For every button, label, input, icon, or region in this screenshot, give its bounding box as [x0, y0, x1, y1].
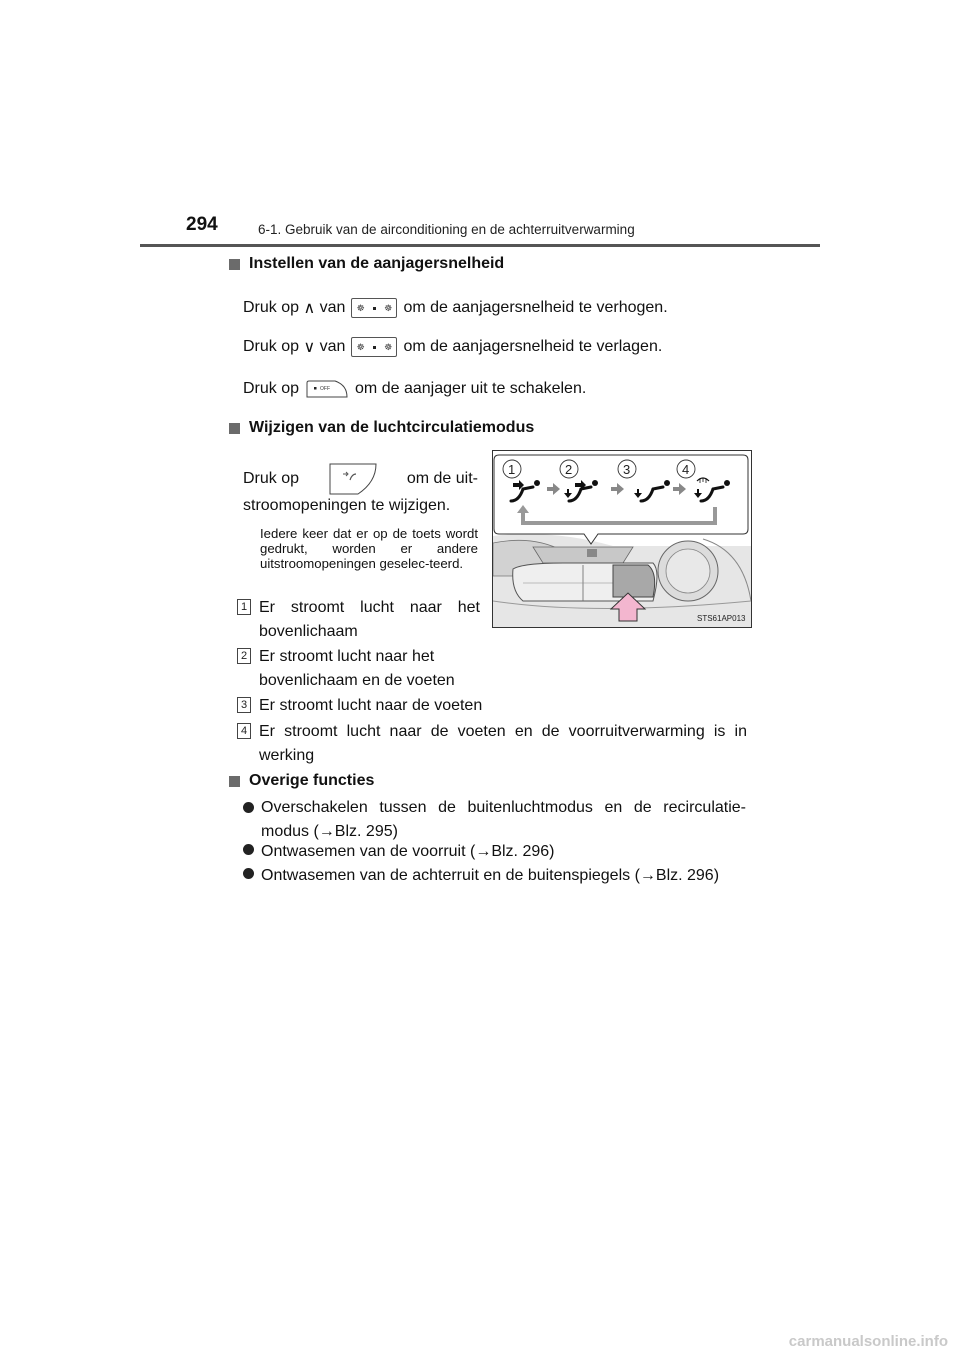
number-2-icon: 2 — [237, 648, 251, 664]
number-3-icon: 3 — [237, 697, 251, 713]
list-item: 4 Er stroomt lucht naar de voeten en de voorruitverwarming is in werking — [237, 720, 747, 768]
fan-speed-button-icon: ☸ ☸ — [351, 298, 397, 318]
number-1-icon: 1 — [237, 599, 251, 615]
list-item: 2 Er stroomt lucht naar het bovenlichaam en de voeten — [237, 645, 480, 693]
airflow-mode-figure — [492, 450, 752, 628]
bullet-dot-icon — [243, 802, 254, 813]
list-item: 1 Er stroomt lucht naar het bovenlichaam — [237, 596, 480, 644]
mode-line-2: stroomopeningen te wijzigen. — [243, 497, 451, 514]
svg-text:1: 1 — [508, 462, 516, 477]
figure-code: STS61AP013 — [697, 614, 746, 623]
mode-note: Iedere keer dat er op de toets wordt gedrukt, worden er andere uitstroomopeningen geselec-teerd. — [260, 526, 478, 571]
section-title: 6-1. Gebruik van de airconditioning en de achterruitverwarming — [258, 222, 635, 237]
fan-decrease-line: Druk op ∨ van ☸ ☸ om de aanjagersnelheid te verlagen. — [243, 338, 663, 356]
number-4-icon: 4 — [237, 723, 251, 739]
square-bullet-icon — [229, 259, 240, 270]
up-arrow-symbol: ∧ — [303, 300, 316, 317]
off-button-icon — [305, 379, 349, 399]
svg-text:2: 2 — [565, 462, 573, 477]
list-item: Overschakelen tussen de buitenluchtmodus en de recirculatie-modus (→Blz. 295) — [243, 796, 746, 844]
list-item: Ontwasemen van de voorruit (→Blz. 296) — [243, 840, 746, 864]
list-item: Ontwasemen van de achterruit en de buitenspiegels (→Blz. 296) — [243, 864, 753, 888]
square-bullet-icon — [229, 776, 240, 787]
down-arrow-symbol: ∨ — [303, 339, 316, 356]
list-item: 3 Er stroomt lucht naar de voeten — [237, 694, 757, 718]
header-rule — [140, 244, 820, 247]
square-bullet-icon — [229, 423, 240, 434]
fan-off-line: Druk op OFF om de aanjager uit te schakelen. — [243, 380, 587, 397]
page-number: 294 — [186, 214, 218, 235]
bullet-dot-icon — [243, 868, 254, 879]
watermark: carmanualsonline.info — [788, 1333, 948, 1350]
fan-speed-button-icon: ☸ ☸ — [351, 337, 397, 357]
svg-text:4: 4 — [682, 462, 690, 477]
svg-text:3: 3 — [623, 462, 631, 477]
mode-button-icon — [328, 462, 378, 496]
dashboard-illustration — [493, 451, 751, 627]
bullet-dot-icon — [243, 844, 254, 855]
heading-fan-speed: Instellen van de aanjagersnelheid — [229, 255, 504, 273]
heading-circulation-mode: Wijzigen van de luchtcirculatiemodus — [229, 419, 534, 437]
mode-line-1: Druk op om de uit- — [243, 462, 478, 496]
svg-text:OFF: OFF — [320, 386, 331, 392]
fan-increase-line: Druk op ∧ van ☸ ☸ om de aanjagersnelheid te verhogen. — [243, 299, 668, 317]
heading-other-functions: Overige functies — [229, 772, 374, 790]
